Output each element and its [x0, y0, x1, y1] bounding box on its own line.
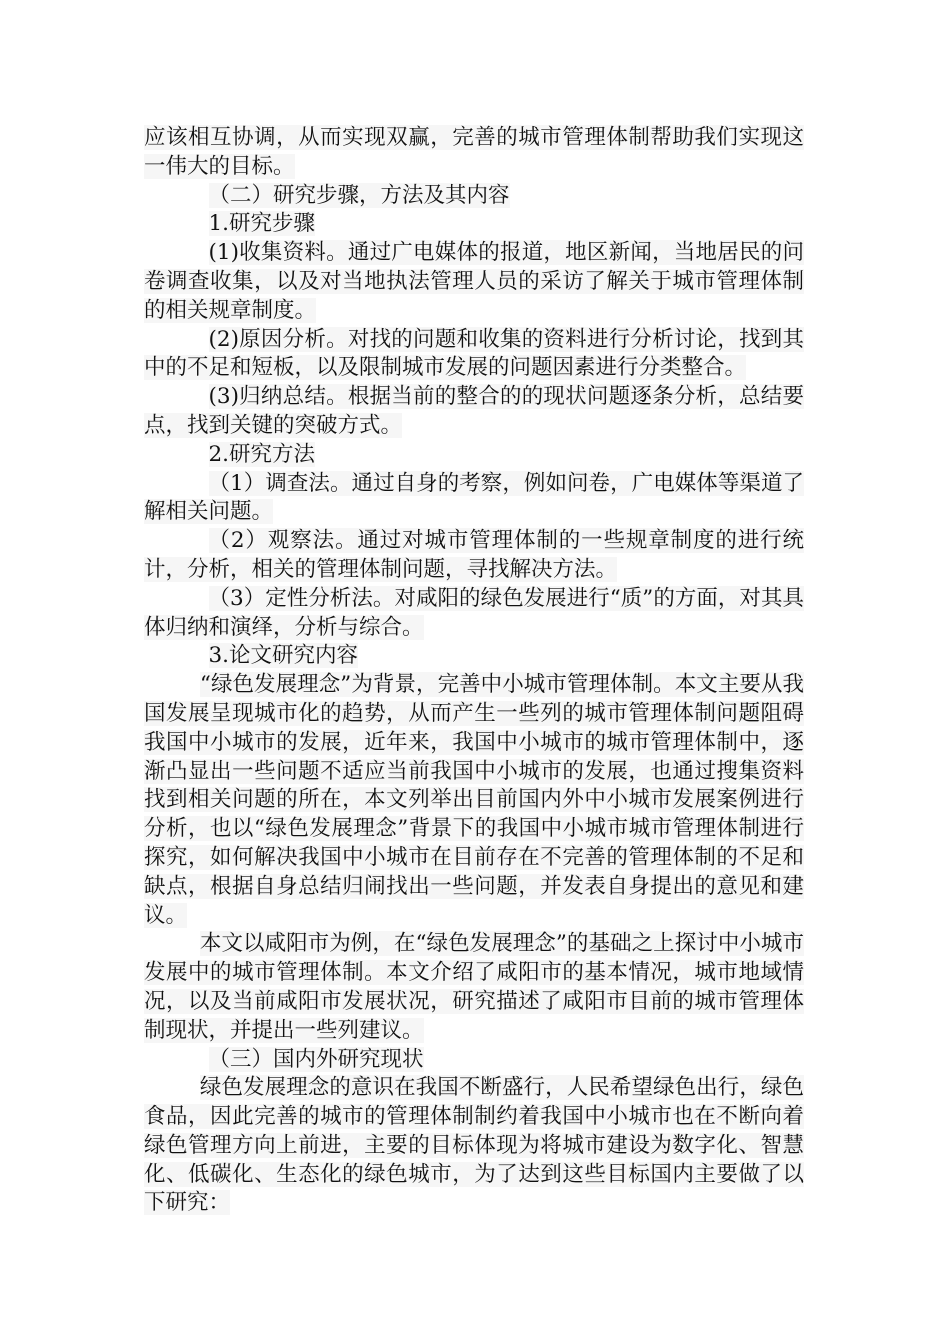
document-body — [144, 124, 804, 1218]
paragraph-qualitative-method: （3）定性分析法。对咸阳的绿色发展进行“质”的方面，对其具体归纳和演绎，分析与综合。 — [144, 585, 804, 640]
subheading-paper-content: 3.论文研究内容 — [208, 643, 359, 669]
paragraph-summary: (3)归纳总结。根据当前的整合的的现状问题逐条分析，总结要点，找到关键的突破方式。 — [144, 384, 804, 438]
paragraph-survey-method: （1）调查法。通过自身的考察，例如问卷，广电媒体等渠道了解相关问题。 — [144, 470, 804, 525]
paragraph-green-development-background: “绿色发展理念”为背景，完善中小城市管理体制。本文主要从我国发展呈现城市化的趋势，从而产生一些列的城市管理体制问题阻碍我国中小城市的发展，近年来，我国中小城市的城市管理体制中，逐渐凸显出一些问题不适应当前我国中小城市的发展，也通过搜集资料找到相关问题的所在，本文列举出目前国内外中小城市发展案例进行分析，也以“绿色发展理念”背景下的我国中小城市城市管理体制进行探究，如何解决我国中小城市在目前存在不完善的管理体制的不足和缺点，根据自身总结归闹找出一些问题，并发表自身提出的意见和建议。 — [144, 672, 804, 928]
paragraph-xianyang-example: 本文以咸阳市为例，在“绿色发展理念”的基础之上探讨中小城市发展中的城市管理体制。本文介绍了咸阳市的基本情况，城市地域情况，以及当前咸阳市发展状况，研究描述了咸阳市目前的城市管理体制现状，并提出一些列建议。 — [144, 931, 804, 1043]
section-heading-research-status: （三）国内外研究现状 — [208, 1046, 424, 1072]
paragraph-continuation: 应该相互协调，从而实现双赢，完善的城市管理体制帮助我们实现这一伟大的目标。 — [144, 125, 804, 179]
paragraph-collect-data: (1)收集资料。通过广电媒体的报道，地区新闻，当地居民的问卷调查收集，以及对当地执法管理人员的采访了解关于城市管理体制的相关规章制度。 — [144, 240, 804, 323]
paragraph-observation-method: （2）观察法。通过对城市管理体制的一些规章制度的进行统计，分析，相关的管理体制问题，寻找解决方法。 — [144, 528, 804, 582]
subheading-research-methods: 2.研究方法 — [208, 441, 316, 467]
section-heading-research-steps-methods: （二）研究步骤，方法及其内容 — [208, 182, 510, 208]
paragraph-green-development-awareness: 绿色发展理念的意识在我国不断盛行，人民希望绿色出行，绿色食品，因此完善的城市的管理体制制约着我国中小城市也在不断向着绿色管理方向上前进，主要的目标体现为将城市建设为数字化、智慧化、低碳化、生态化的绿色城市，为了达到这些目标国内主要做了以下研究： — [144, 1075, 804, 1216]
subheading-research-steps: 1.研究步骤 — [208, 211, 316, 237]
paragraph-cause-analysis: (2)原因分析。对找的问题和收集的资料进行分析讨论，找到其中的不足和短板，以及限制城市发展的问题因素进行分类整合。 — [144, 326, 804, 381]
